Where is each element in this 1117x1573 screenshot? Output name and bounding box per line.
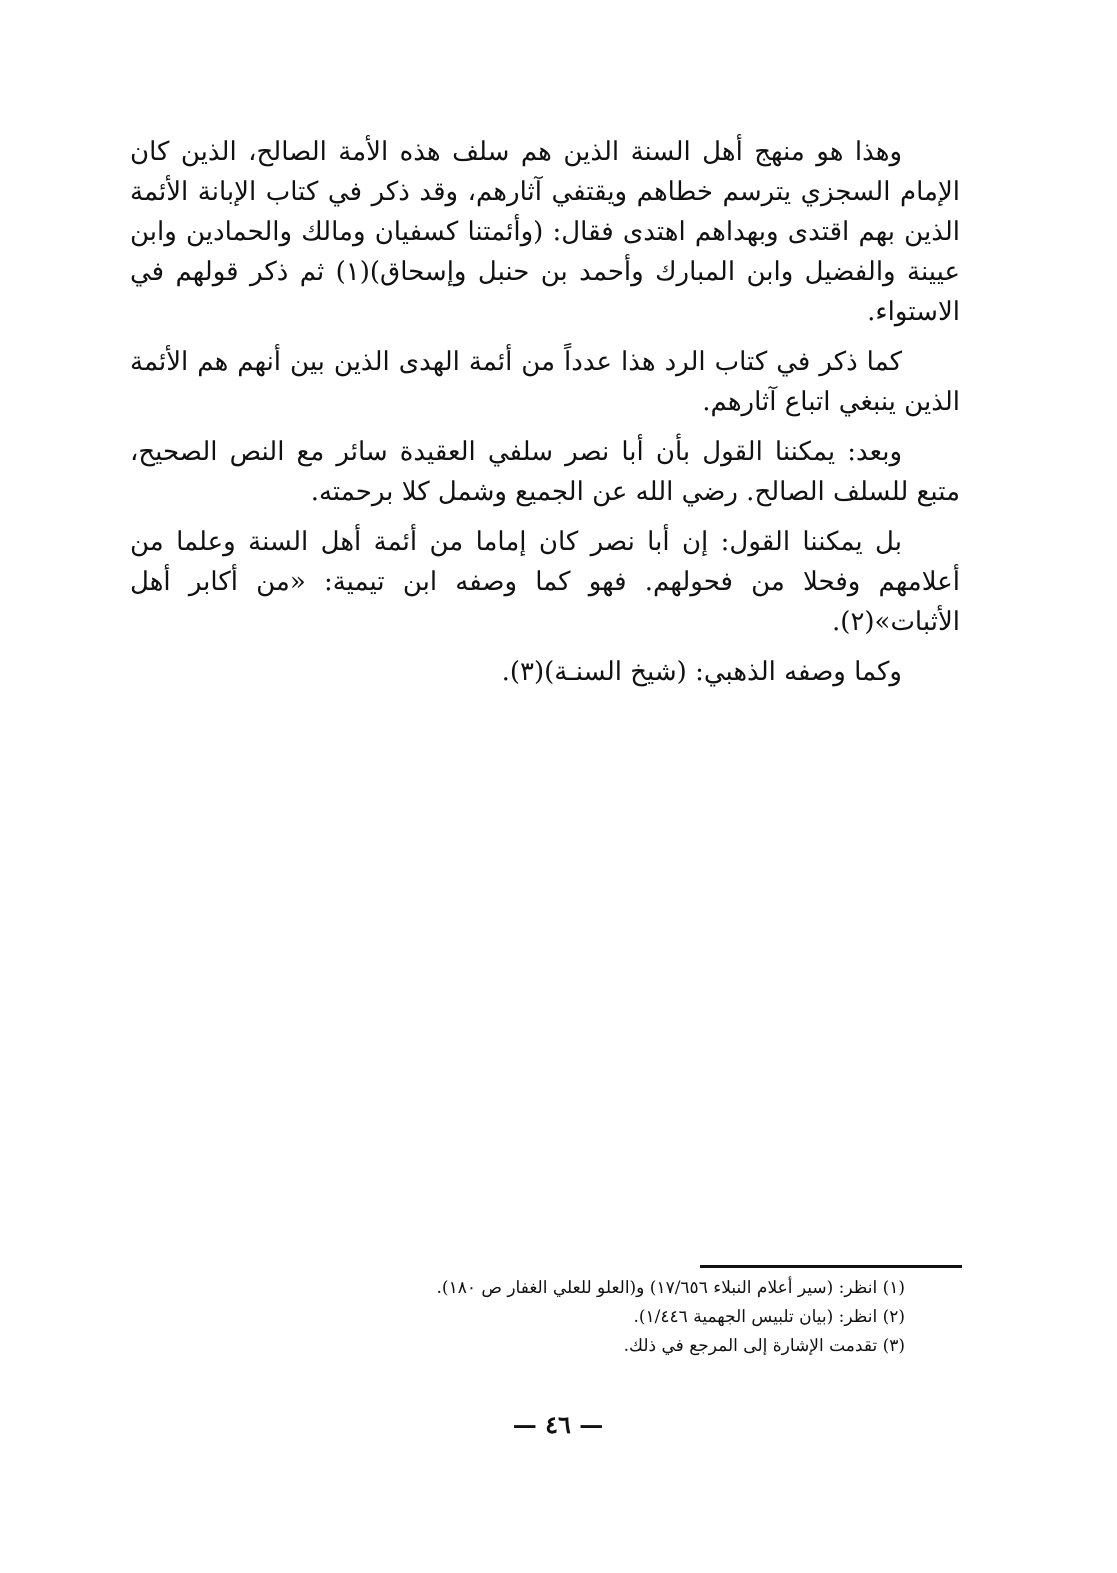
main-text — [130, 132, 960, 702]
footnote-divider — [700, 1265, 962, 1268]
paragraph-5: وكما وصفه الذهبي: (شيخ السنـة)(٣). — [501, 657, 902, 687]
page-number: — ٤٦ — — [512, 1410, 604, 1439]
footnote-2: (٢) انظر: (بيان تلبيس الجهمية ١/٤٤٦). — [633, 1307, 905, 1327]
paragraph-3: وبعد: يمكننا القول بأن أبا نصر سلفي العقيدة سائر مع النص الصحيح، متبع للسلف الصالح. رضي الله عن الجميع وشمل كلا برحمته. — [130, 437, 960, 507]
paragraph-4: بل يمكننا القول: إن أبا نصر كان إماما من أئمة أهل السنة وعلما من أعلامهم وفحلا من فحولهم. فهو كما وصفه ابن تيمية: «من أكابر أهل الأثبات»(٢). — [130, 527, 960, 637]
footnote-3: (٣) تقدمت الإشارة إلى المرجع في ذلك. — [623, 1336, 905, 1356]
footnotes — [330, 1274, 905, 1361]
footnote-1: (١) انظر: (سير أعلام النبلاء ١٧/٦٥٦) و(العلو للعلي الغفار ص ١٨٠). — [436, 1278, 905, 1298]
paragraph-2: كما ذكر في كتاب الرد هذا عدداً من أئمة الهدى الذين بين أنهم هم الأئمة الذين ينبغي اتباع آثارهم. — [130, 347, 960, 417]
paragraph-1: وهذا هو منهج أهل السنة الذين هم سلف هذه الأمة الصالح، الذين كان الإمام السجزي يترسم خطاهم ويقتفي آثارهم، وقد ذكر في كتاب الإبانة الأئمة الذين بهم اقتدى وبهداهم اهتدى فقال: (وأئمتنا كسفيان ومالك والحمادين وابن عيينة والفضيل وابن المبارك وأحمد بن حنبل وإسحاق)(١) ثم ذكر قولهم في الاستواء. — [130, 137, 960, 327]
